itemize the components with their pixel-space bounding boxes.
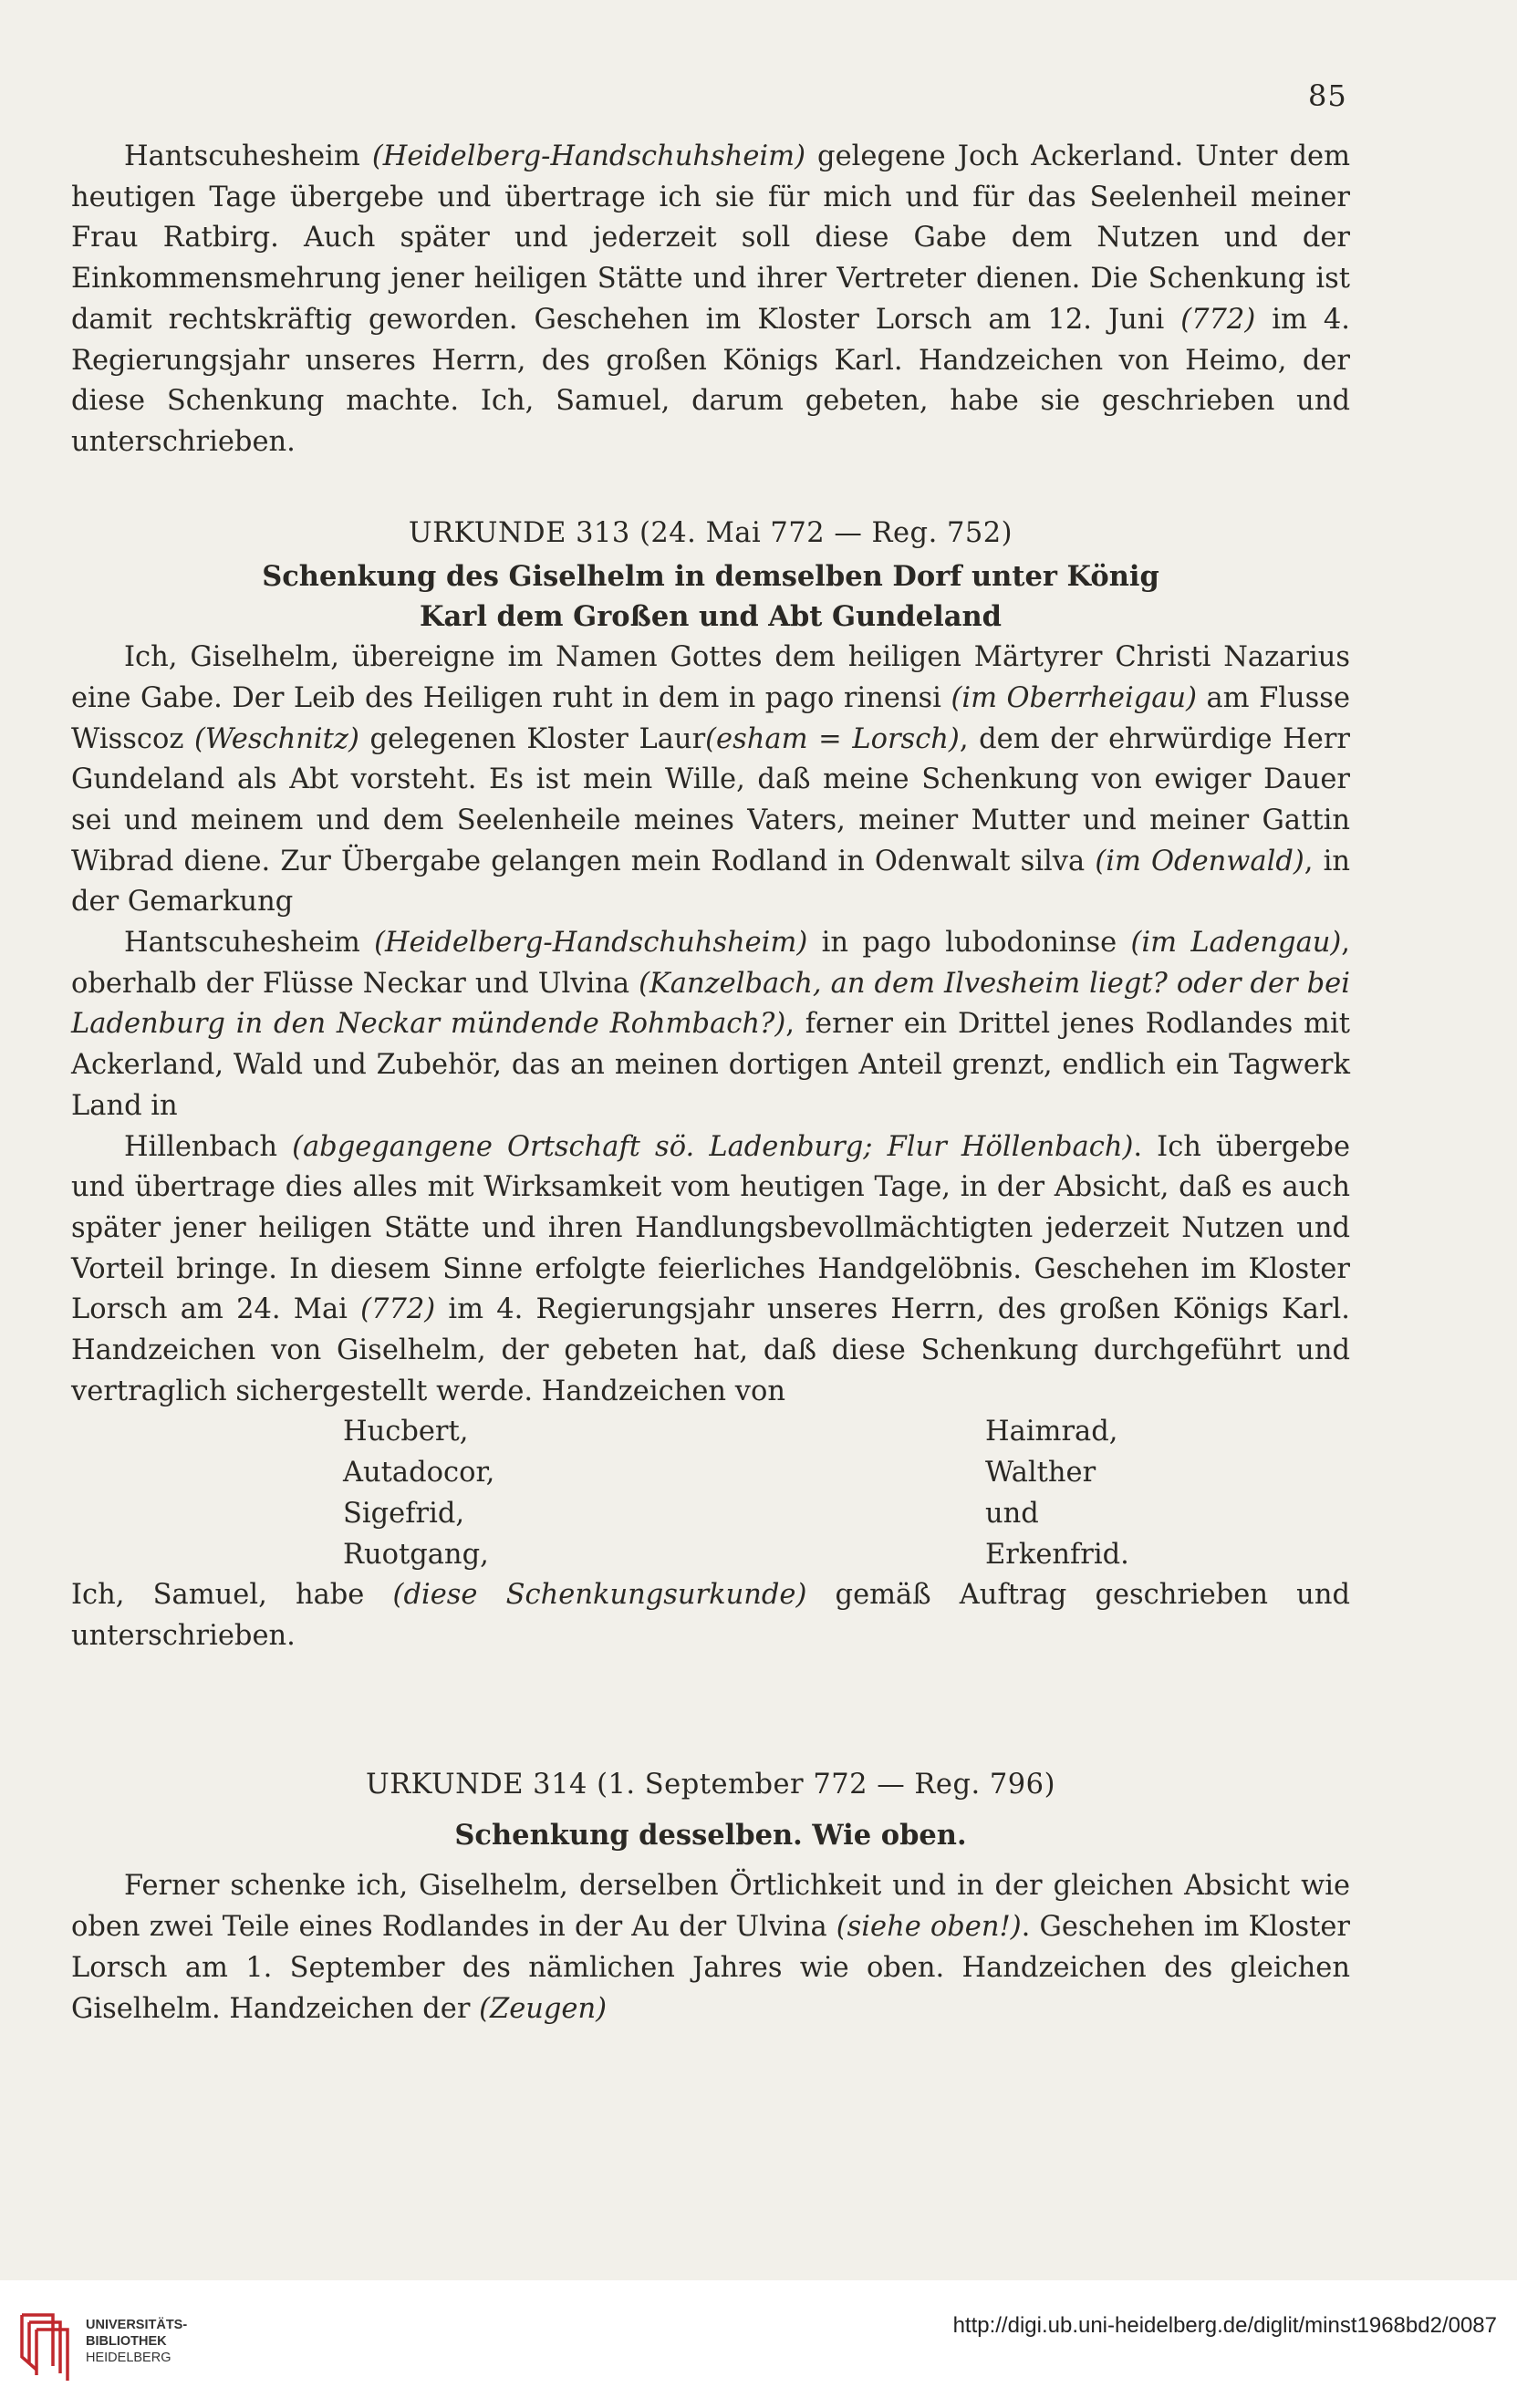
italic-run: (772) [360, 1293, 436, 1326]
urkunde-313-paragraph-3 [71, 1127, 1350, 1413]
text-run: gemäß Auftrag geschrieben und unterschrieben. [71, 1579, 1350, 1652]
urkunde-313-section [71, 514, 1350, 1657]
text-run: im 4. Regierungsjahr unseres Herrn, des großen Königs Karl. Handzeichen von Heimo, der diese Schenkung machte. Ich, Samuel, darum gebeten, habe sie geschrieben und unterschrieben. [71, 303, 1350, 458]
urkunde-314-section [71, 1765, 1350, 2029]
library-name-line: UNIVERSITÄTS- [86, 2318, 188, 2332]
urkunde-313-closing [71, 1575, 1350, 1656]
italic-run: (Kanzelbach, an dem Ilvesheim liegt? oder der bei Ladenburg in den Neckar mündende Rohmbach?) [71, 967, 1350, 1041]
urkunde-313-heading-line2: Karl dem Großen und Abt Gundeland [420, 600, 1002, 634]
text-run: Ich, Samuel, habe [71, 1579, 393, 1612]
university-library-logo-icon [16, 2302, 71, 2384]
source-url-link[interactable]: http://digi.ub.uni-heidelberg.de/diglit/minst1968bd2/0087 [952, 2313, 1497, 2338]
witness-list [71, 1412, 1350, 1575]
witness-name: Erkenfrid. [985, 1538, 1129, 1571]
text-run: , oberhalb der Flüsse Neckar und Ulvina [71, 927, 1350, 1000]
text-run: , in der Gemarkung [71, 845, 1350, 919]
italic-run: (Zeugen) [479, 1992, 608, 2025]
italic-run: (im Odenwald) [1095, 845, 1304, 877]
text-run: gelegene Joch Ackerland. Unter dem heutigen Tage übergebe und übertrage ich sie für mich und für das Seelenheil meiner Frau Ratbirg. Auch später und jederzeit soll diese Gabe dem Nutzen und der Einkommensmehrung jener heiligen Stätte und ihrer Vertreter dienen. Die Schenkung ist damit rechtskräftig geworden. Geschehen im Kloster Lorsch am 12. Juni [71, 140, 1351, 336]
italic-run: (im Ladengau) [1130, 927, 1342, 960]
witness-row [71, 1535, 1350, 1576]
witness-row [71, 1453, 1350, 1494]
italic-run: (diese Schenkungsurkunde) [392, 1579, 807, 1612]
text-run: , dem der ehrwürdige Herr Gundeland als Abt vorsteht. Es ist mein Wille, daß meine Schenkung von ewiger Dauer sei und meinem und dem Seelenheile meines Vaters, meiner Mutter und meiner Gattin Wibrad diene. Zur Übergabe gelangen mein Rodland in Odenwalt silva [71, 722, 1350, 877]
urkunde-314-paragraph [71, 1866, 1350, 2029]
witness-name: Sigefrid, [343, 1497, 465, 1530]
text-run: . Ich übergebe und übertrage dies alles mit Wirksamkeit vom heutigen Tage, in der Absicht, daß es auch später jener heiligen Stätte und ihren Handlungsbevollmächtigten jederzeit Nutzen und Vorteil bringe. In diesem Sinne erfolgte feierliches Handgelöbnis. Geschehen im Kloster Lorsch am 24. Mai [71, 1130, 1350, 1326]
witness-name: Ruotgang, [343, 1538, 489, 1571]
witness-name: Hucbert, [343, 1416, 469, 1448]
urkunde-313-paragraph-1 [71, 638, 1350, 923]
witness-name: Walther [985, 1457, 1096, 1489]
witness-row [71, 1494, 1350, 1535]
text-run: Hantscuhesheim [124, 927, 375, 960]
text-run: am Flusse Wisscoz [71, 681, 1350, 755]
text-run: gelegenen Kloster Laur [358, 722, 706, 755]
text-run: im 4. Regierungsjahr unseres Herrn, des großen Königs Karl. Handzeichen von Giselhelm, der gebeten hat, daß diese Schenkung durchgeführt und vertraglich sichergestellt werde. Handzeichen von [71, 1293, 1351, 1407]
italic-run: (esham = Lorsch) [705, 722, 960, 755]
urkunde-314-heading: Schenkung desselben. Wie oben. [454, 1818, 967, 1852]
witness-name: Autadocor, [343, 1457, 495, 1489]
italic-run: (Weschnitz) [194, 722, 359, 755]
text-run: Hillenbach [124, 1130, 293, 1163]
page-number: 85 [1308, 78, 1347, 113]
witness-name: Haimrad, [985, 1416, 1118, 1448]
library-name [86, 2317, 187, 2366]
italic-run: (siehe oben!) [836, 1911, 1022, 1944]
italic-run: (Heidelberg-Handschuhsheim) [374, 927, 808, 960]
library-name-line: BIBLIOTHEK [86, 2334, 167, 2349]
witness-conjunction: und [985, 1497, 1039, 1530]
urkunde-313-heading-line1: Schenkung des Giselhelm in demselben Dorf unter König [262, 559, 1159, 593]
italic-run: (im Oberrheigau) [951, 681, 1197, 714]
digitization-footer [0, 2280, 1517, 2408]
text-run: . Geschehen im Kloster Lorsch am 1. September des nämlichen Jahres wie oben. Handzeichen des gleichen Giselhelm. Handzeichen der [71, 1911, 1350, 2025]
text-run: Hantscuhesheim [124, 140, 372, 172]
text-run: Ich, Giselhelm, übereigne im Namen Gottes dem heiligen Märtyrer Christi Nazarius eine Gabe. Der Leib des Heiligen ruht in dem in pago rinensi [71, 641, 1350, 714]
text-run: Ferner schenke ich, Giselhelm, derselben Örtlichkeit und in der gleichen Absicht wie oben zwei Teile eines Rodlandes in der Au der Ulvina [71, 1870, 1350, 1944]
intro-paragraph [71, 137, 1350, 463]
text-run: , ferner ein Drittel jenes Rodlandes mit Ackerland, Wald und Zubehör, das an meinen dortigen Anteil grenzt, endlich ein Tagwerk Land in [71, 1008, 1350, 1122]
witness-row [71, 1412, 1350, 1453]
italic-run: (Heidelberg-Handschuhsheim) [371, 140, 805, 172]
urkunde-313-paragraph-2 [71, 923, 1350, 1127]
italic-run: (772) [1180, 303, 1256, 336]
urkunde-313-title: URKUNDE 313 (24. Mai 772 — Reg. 752) [408, 517, 1013, 549]
urkunde-314-title: URKUNDE 314 (1. September 772 — Reg. 796) [366, 1769, 1055, 1801]
text-run: in pago lubodoninse [807, 927, 1131, 960]
library-name-line: HEIDELBERG [86, 2351, 171, 2365]
italic-run: (abgegangene Ortschaft sö. Ladenburg; Flur Höllenbach) [292, 1130, 1134, 1163]
